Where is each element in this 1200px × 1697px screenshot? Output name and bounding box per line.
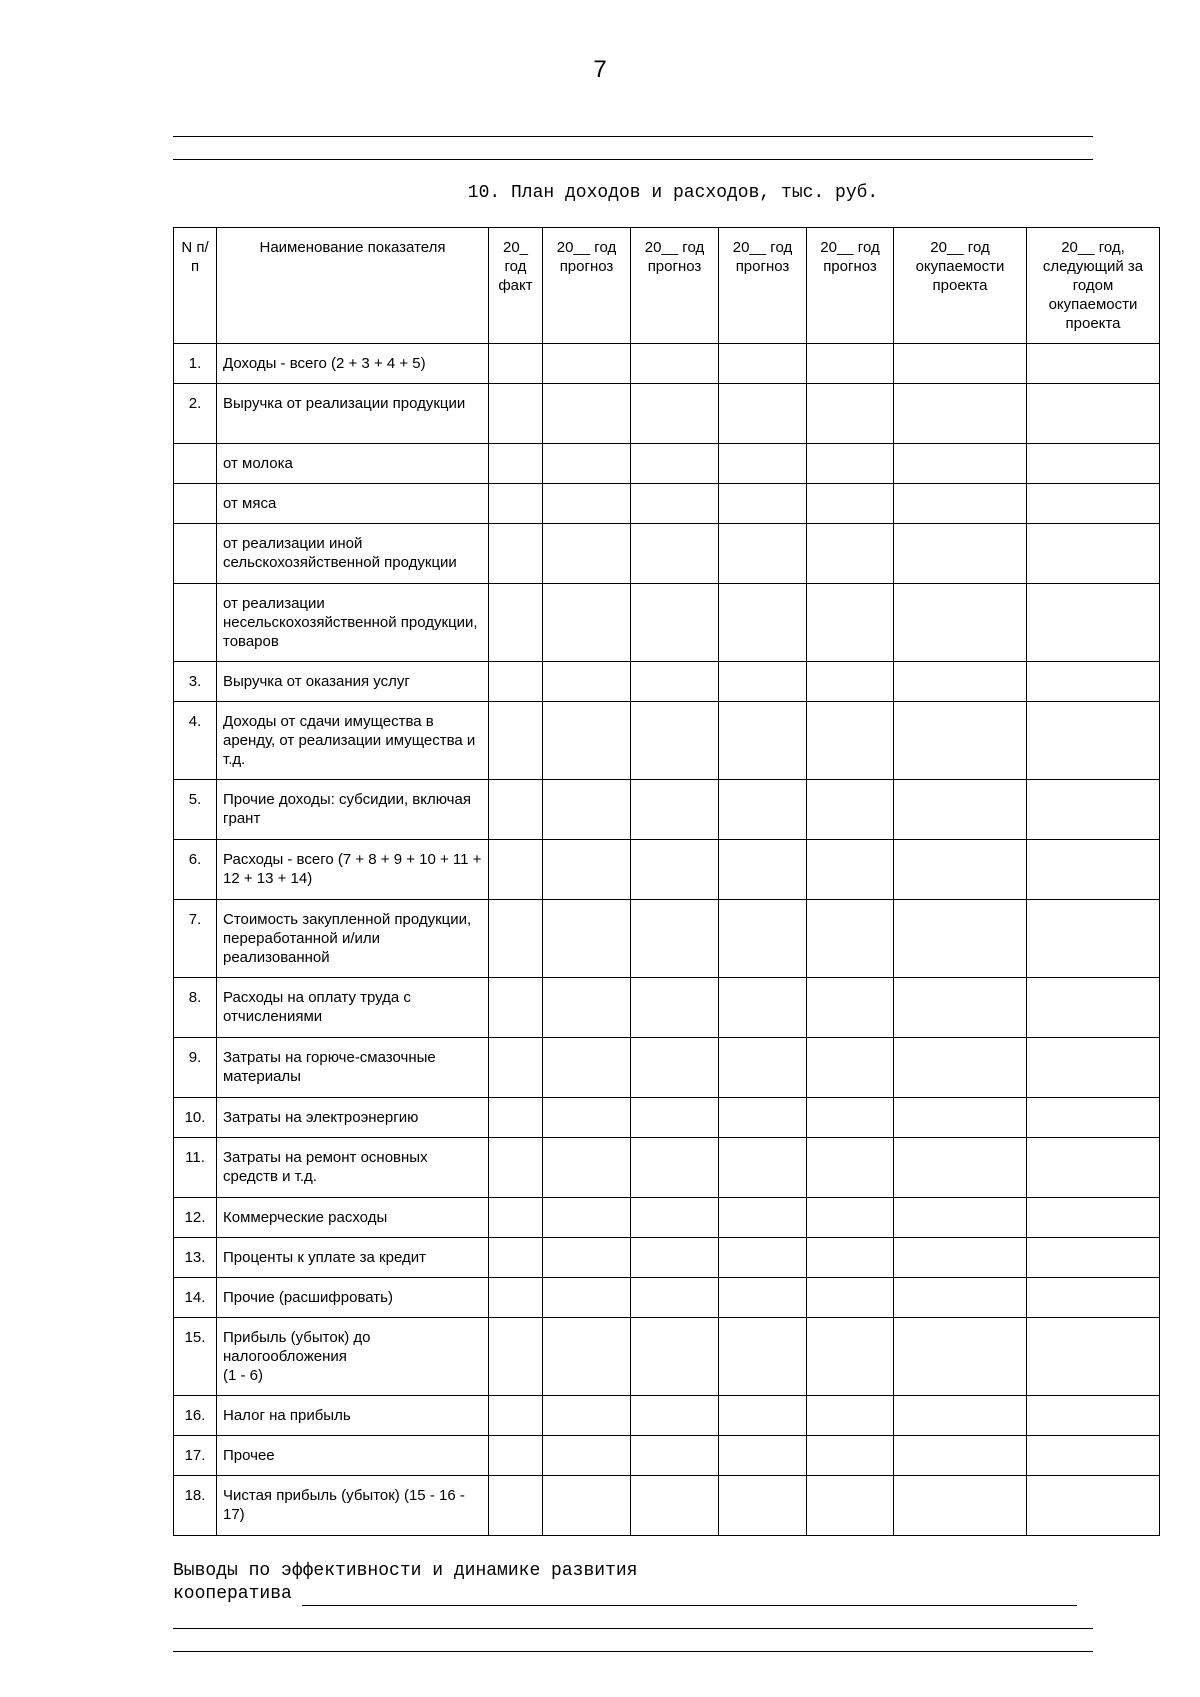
value-cell[interactable] [631,1278,719,1318]
column-header: 20_ год факт [489,228,543,344]
value-cell[interactable] [894,1138,1027,1198]
table-row [174,840,1160,900]
value-cell[interactable] [719,524,807,584]
value-cell[interactable] [631,444,719,484]
value-cell[interactable] [894,662,1027,702]
value-cell[interactable] [543,840,631,900]
value-cell[interactable] [631,524,719,584]
value-cell[interactable] [807,1436,894,1476]
value-cell[interactable] [807,978,894,1038]
value-cell[interactable] [807,1098,894,1138]
value-cell[interactable] [543,384,631,444]
table-row [174,662,1160,702]
value-cell[interactable] [1027,1198,1160,1238]
value-cell[interactable] [894,840,1027,900]
table-row [174,384,1160,444]
indicator-name: Затраты на электроэнергию [217,1098,489,1138]
value-cell[interactable] [1027,524,1160,584]
value-cell[interactable] [719,384,807,444]
value-cell[interactable] [807,1238,894,1278]
value-cell[interactable] [807,1396,894,1436]
value-cell[interactable] [894,1278,1027,1318]
footer-rule-2[interactable] [173,1651,1093,1652]
value-cell[interactable] [719,1436,807,1476]
indicator-name: Расходы - всего (7 + 8 + 9 + 10 + 11 + 12 + 13 + 14) [217,840,489,900]
value-cell[interactable] [807,1318,894,1396]
value-cell[interactable] [807,444,894,484]
value-cell[interactable] [543,1436,631,1476]
value-cell[interactable] [1027,978,1160,1038]
value-cell[interactable] [807,484,894,524]
value-cell[interactable] [719,780,807,840]
value-cell[interactable] [807,1278,894,1318]
value-cell[interactable] [1027,780,1160,840]
row-number: 1. [174,344,217,384]
value-cell[interactable] [489,524,543,584]
value-cell[interactable] [631,978,719,1038]
value-cell[interactable] [489,1198,543,1238]
value-cell[interactable] [1027,702,1160,780]
value-cell[interactable] [719,344,807,384]
row-number: 13. [174,1238,217,1278]
value-cell[interactable] [719,484,807,524]
column-header: Наименование показателя [217,228,489,344]
value-cell[interactable] [1027,900,1160,978]
footer-rule-1[interactable] [173,1628,1093,1629]
table-row [174,900,1160,978]
header-rule-1 [173,136,1093,137]
value-cell[interactable] [1027,444,1160,484]
indicator-name: Выручка от реализации продукции [217,384,489,444]
value-cell[interactable] [543,484,631,524]
value-cell[interactable] [719,1238,807,1278]
row-number: 7. [174,900,217,978]
value-cell[interactable] [1027,662,1160,702]
indicator-name: Расходы на оплату труда с отчислениями [217,978,489,1038]
value-cell[interactable] [719,662,807,702]
value-cell[interactable] [1027,584,1160,662]
value-cell[interactable] [894,1436,1027,1476]
row-number [174,524,217,584]
value-cell[interactable] [543,1038,631,1098]
value-cell[interactable] [719,978,807,1038]
conclusion-fill-line[interactable] [302,1587,1077,1606]
indicator-name: Стоимость закупленной продукции, переработанной и/или реализованной [217,900,489,978]
value-cell[interactable] [1027,1436,1160,1476]
indicator-name: Прибыль (убыток) до налогообложения (1 - 6) [217,1318,489,1396]
table-row [174,1238,1160,1278]
value-cell[interactable] [543,702,631,780]
value-cell[interactable] [489,662,543,702]
value-cell[interactable] [719,1098,807,1138]
indicator-name: Доходы - всего (2 + 3 + 4 + 5) [217,344,489,384]
header-row [174,228,1160,344]
table-row [174,1198,1160,1238]
table-caption: 10. План доходов и расходов, тыс. руб. [467,183,879,203]
indicator-name: Прочие (расшифровать) [217,1278,489,1318]
conclusion-block [173,1560,1133,1606]
table-row [174,978,1160,1038]
value-cell[interactable] [631,702,719,780]
table-row [174,524,1160,584]
value-cell[interactable] [1027,1038,1160,1098]
value-cell[interactable] [719,1278,807,1318]
value-cell[interactable] [719,1476,807,1536]
value-cell[interactable] [1027,344,1160,384]
indicator-name: Коммерческие расходы [217,1198,489,1238]
value-cell[interactable] [489,1476,543,1536]
value-cell[interactable] [719,444,807,484]
page-number: 7 [593,56,607,83]
value-cell[interactable] [1027,1138,1160,1198]
value-cell[interactable] [631,584,719,662]
value-cell[interactable] [807,584,894,662]
value-cell[interactable] [543,344,631,384]
value-cell[interactable] [489,702,543,780]
value-cell[interactable] [807,1138,894,1198]
value-cell[interactable] [894,780,1027,840]
value-cell[interactable] [631,384,719,444]
value-cell[interactable] [894,384,1027,444]
value-cell[interactable] [631,1038,719,1098]
table-row [174,584,1160,662]
value-cell[interactable] [894,584,1027,662]
value-cell[interactable] [631,1198,719,1238]
value-cell[interactable] [807,840,894,900]
value-cell[interactable] [1027,484,1160,524]
value-cell[interactable] [719,840,807,900]
row-number: 10. [174,1098,217,1138]
indicator-name: Затраты на ремонт основных средств и т.д. [217,1138,489,1198]
table-row [174,702,1160,780]
value-cell[interactable] [631,1476,719,1536]
income-expense-plan-table [173,227,1160,1536]
value-cell[interactable] [894,978,1027,1038]
value-cell[interactable] [631,662,719,702]
table-row [174,444,1160,484]
value-cell[interactable] [489,1278,543,1318]
indicator-name: от молока [217,444,489,484]
value-cell[interactable] [543,1138,631,1198]
value-cell[interactable] [489,584,543,662]
value-cell[interactable] [1027,1318,1160,1396]
value-cell[interactable] [489,384,543,444]
row-number: 12. [174,1198,217,1238]
value-cell[interactable] [543,524,631,584]
value-cell[interactable] [894,1198,1027,1238]
value-cell[interactable] [807,524,894,584]
row-number: 14. [174,1278,217,1318]
value-cell[interactable] [489,1138,543,1198]
value-cell[interactable] [719,1318,807,1396]
value-cell[interactable] [894,344,1027,384]
value-cell[interactable] [719,1138,807,1198]
value-cell[interactable] [807,384,894,444]
column-header: 20__ год окупаемости проекта [894,228,1027,344]
value-cell[interactable] [543,1318,631,1396]
value-cell[interactable] [489,1098,543,1138]
value-cell[interactable] [543,780,631,840]
value-cell[interactable] [631,484,719,524]
table-row [174,1278,1160,1318]
value-cell[interactable] [807,1038,894,1098]
value-cell[interactable] [631,900,719,978]
value-cell[interactable] [631,344,719,384]
value-cell[interactable] [807,1198,894,1238]
row-number [174,484,217,524]
value-cell[interactable] [489,978,543,1038]
value-cell[interactable] [894,900,1027,978]
column-header: N п/п [174,228,217,344]
value-cell[interactable] [1027,1476,1160,1536]
value-cell[interactable] [543,1238,631,1278]
value-cell[interactable] [489,1038,543,1098]
table-row [174,484,1160,524]
value-cell[interactable] [489,344,543,384]
value-cell[interactable] [719,1396,807,1436]
conclusion-text-line-2: кооператива [173,1584,292,1604]
value-cell[interactable] [807,1476,894,1536]
value-cell[interactable] [543,1396,631,1436]
value-cell[interactable] [543,584,631,662]
row-number [174,584,217,662]
value-cell[interactable] [631,1138,719,1198]
row-number: 18. [174,1476,217,1536]
indicator-name: Доходы от сдачи имущества в аренду, от реализации имущества и т.д. [217,702,489,780]
value-cell[interactable] [894,484,1027,524]
value-cell[interactable] [489,444,543,484]
value-cell[interactable] [1027,1278,1160,1318]
value-cell[interactable] [489,1318,543,1396]
row-number: 17. [174,1436,217,1476]
value-cell[interactable] [719,584,807,662]
value-cell[interactable] [807,900,894,978]
value-cell[interactable] [1027,1098,1160,1138]
value-cell[interactable] [719,1038,807,1098]
value-cell[interactable] [1027,1238,1160,1278]
row-number: 5. [174,780,217,840]
row-number: 6. [174,840,217,900]
indicator-name: от реализации несельскохозяйственной продукции, товаров [217,584,489,662]
indicator-name: Затраты на горюче-смазочные материалы [217,1038,489,1098]
indicator-name: Выручка от оказания услуг [217,662,489,702]
value-cell[interactable] [719,702,807,780]
value-cell[interactable] [631,1238,719,1278]
indicator-name: от мяса [217,484,489,524]
value-cell[interactable] [489,1396,543,1436]
row-number: 2. [174,384,217,444]
value-cell[interactable] [894,1038,1027,1098]
column-header: 20__ год прогноз [807,228,894,344]
value-cell[interactable] [489,484,543,524]
value-cell[interactable] [489,900,543,978]
value-cell[interactable] [894,524,1027,584]
value-cell[interactable] [894,1396,1027,1436]
value-cell[interactable] [894,1318,1027,1396]
indicator-name: от реализации иной сельскохозяйственной продукции [217,524,489,584]
value-cell[interactable] [807,702,894,780]
indicator-name: Чистая прибыль (убыток) (15 - 16 - 17) [217,1476,489,1536]
table-row [174,1396,1160,1436]
indicator-name: Прочие доходы: субсидии, включая грант [217,780,489,840]
value-cell[interactable] [807,780,894,840]
conclusion-text-line-1: Выводы по эффективности и динамике развития [173,1561,638,1581]
indicator-name: Налог на прибыль [217,1396,489,1436]
value-cell[interactable] [1027,384,1160,444]
value-cell[interactable] [631,840,719,900]
table-row [174,780,1160,840]
row-number [174,444,217,484]
value-cell[interactable] [894,702,1027,780]
table-row [174,1138,1160,1198]
value-cell[interactable] [489,1238,543,1278]
value-cell[interactable] [807,662,894,702]
row-number: 15. [174,1318,217,1396]
value-cell[interactable] [894,444,1027,484]
value-cell[interactable] [719,1198,807,1238]
value-cell[interactable] [489,840,543,900]
value-cell[interactable] [631,1098,719,1138]
value-cell[interactable] [1027,1396,1160,1436]
table-row [174,1436,1160,1476]
row-number: 11. [174,1138,217,1198]
header-rule-2 [173,159,1093,160]
value-cell[interactable] [489,1436,543,1476]
value-cell[interactable] [631,1318,719,1396]
row-number: 16. [174,1396,217,1436]
value-cell[interactable] [543,900,631,978]
value-cell[interactable] [894,1476,1027,1536]
column-header: 20__ год прогноз [631,228,719,344]
table-row [174,1476,1160,1536]
value-cell[interactable] [719,900,807,978]
column-header: 20__ год прогноз [543,228,631,344]
value-cell[interactable] [543,444,631,484]
value-cell[interactable] [543,662,631,702]
value-cell[interactable] [894,1098,1027,1138]
column-header: 20__ год, следующий за годом окупаемости проекта [1027,228,1160,344]
table-row [174,1318,1160,1396]
value-cell[interactable] [543,1098,631,1138]
value-cell[interactable] [894,1238,1027,1278]
table-row [174,344,1160,384]
value-cell[interactable] [1027,840,1160,900]
value-cell[interactable] [631,780,719,840]
value-cell[interactable] [631,1396,719,1436]
indicator-name: Прочее [217,1436,489,1476]
value-cell[interactable] [543,978,631,1038]
row-number: 9. [174,1038,217,1098]
value-cell[interactable] [807,344,894,384]
column-header: 20__ год прогноз [719,228,807,344]
value-cell[interactable] [543,1476,631,1536]
table-row [174,1038,1160,1098]
row-number: 3. [174,662,217,702]
table-row [174,1098,1160,1138]
value-cell[interactable] [631,1436,719,1476]
value-cell[interactable] [543,1198,631,1238]
value-cell[interactable] [543,1278,631,1318]
value-cell[interactable] [489,780,543,840]
indicator-name: Проценты к уплате за кредит [217,1238,489,1278]
row-number: 8. [174,978,217,1038]
row-number: 4. [174,702,217,780]
